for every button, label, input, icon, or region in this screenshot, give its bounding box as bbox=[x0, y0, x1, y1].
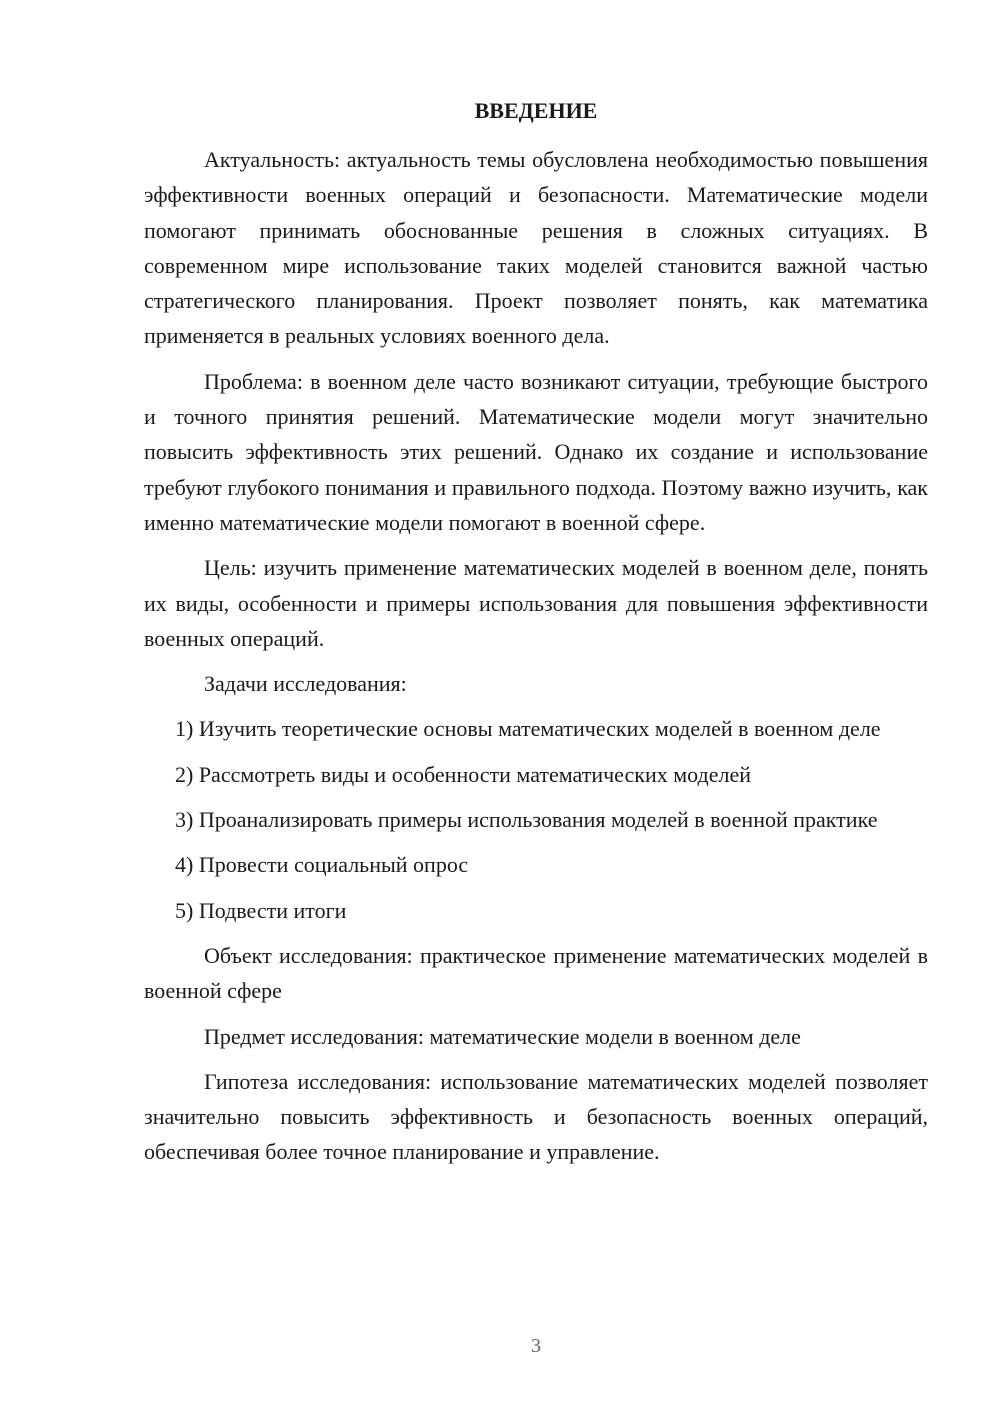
paragraph-subject: Предмет исследования: математические модели в военном деле bbox=[204, 1023, 801, 1049]
paragraph-tasks-heading: Задачи исследования: bbox=[204, 671, 407, 697]
paragraph-goal: Цель: изучить применение математических моделей в военном деле, понять их виды, особенности и примеры использования для повышения эффективности военных операций. bbox=[144, 555, 928, 651]
page-number: 3 bbox=[531, 1335, 541, 1357]
paragraph-relevance: Актуальность: актуальность темы обусловлена необходимостью повышения эффективности военных операций и безопасности. Математические модели помогают принимать обоснованные решения в сложных ситуациях. В современном мире использование таких моделей становится важной частью стратегического планирования. Проект позволяет понять, как математика применяется в реальных условиях военного дела. bbox=[144, 147, 928, 349]
list-item-task-3: 3) Проанализировать примеры использования моделей в военной практике bbox=[175, 807, 878, 833]
list-item-task-4: 4) Провести социальный опрос bbox=[175, 852, 469, 878]
paragraph-hypothesis: Гипотеза исследования: использование математических моделей позволяет значительно повысить эффективность и безопасность военных операций, обеспечивая более точное планирование и управление. bbox=[144, 1068, 928, 1165]
document-body bbox=[144, 142, 928, 1180]
paragraph-problem: Проблема: в военном деле часто возникают ситуации, требующие быстрого и точного принятия решений. Математические модели могут значительно повысить эффективность этих решений. Однако их создание и использование требуют глубокого понимания и правильного подхода. Поэтому важно изучить, как именно математические модели помогают в военной сфере. bbox=[144, 368, 928, 535]
document-page bbox=[144, 0, 928, 1414]
page-title: ВВЕДЕНИЕ bbox=[474, 98, 598, 123]
list-item-task-2: 2) Рассмотреть виды и особенности математических моделей bbox=[175, 761, 751, 787]
list-item-task-1: 1) Изучить теоретические основы математических моделей в военном деле bbox=[175, 716, 881, 742]
list-item-task-5: 5) Подвести итоги bbox=[175, 897, 347, 923]
paragraph-object: Объект исследования: практическое применение математических моделей в военной сфере bbox=[144, 942, 928, 1004]
